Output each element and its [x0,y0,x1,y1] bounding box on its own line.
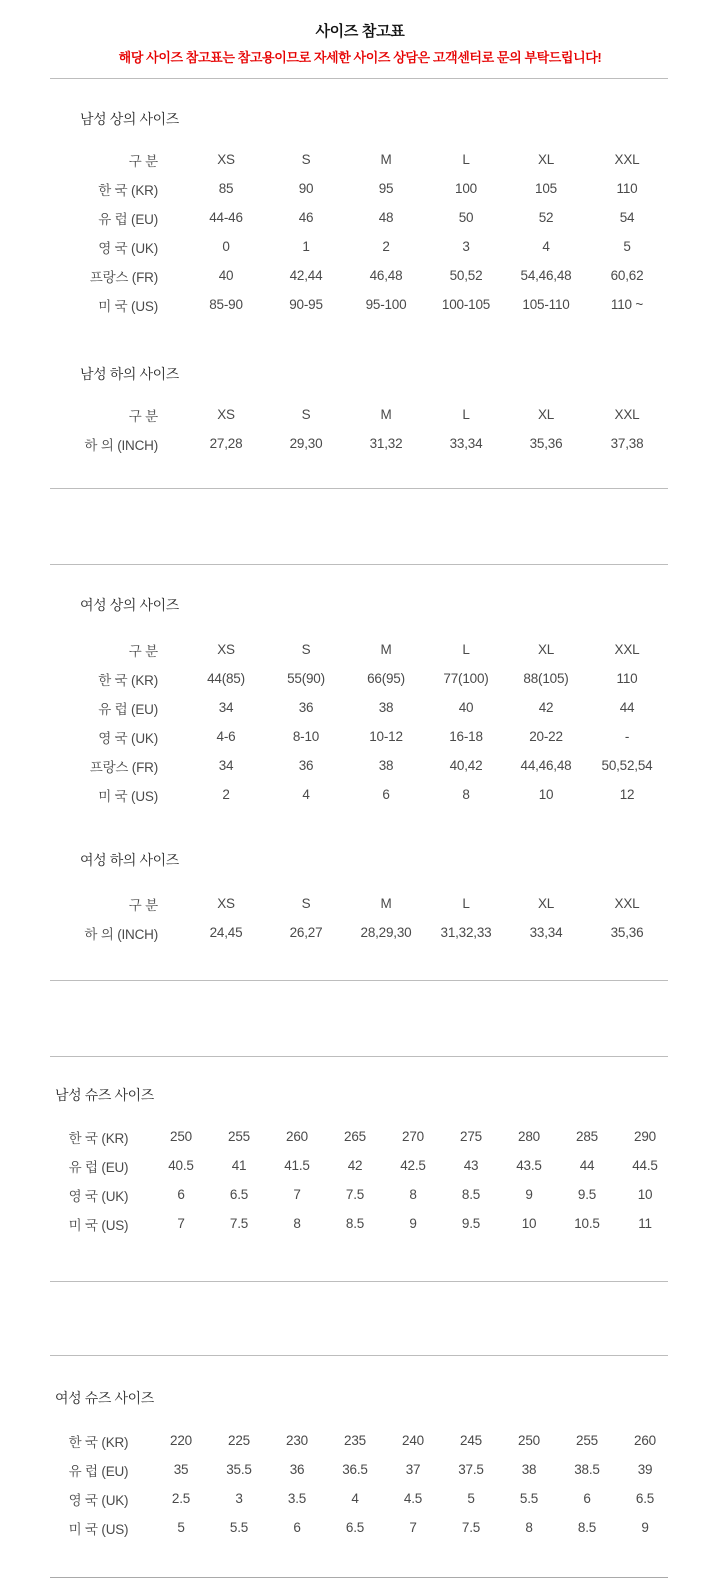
size-value: 4 [542,239,550,254]
size-value: 16-18 [449,729,483,744]
size-value: 255 [576,1433,598,1448]
size-value: 6 [177,1187,185,1202]
size-value: 100-105 [441,297,491,312]
size-value: 43.5 [516,1158,542,1173]
table-row [40,664,668,693]
size-value: 275 [460,1129,482,1144]
column-header: S [301,642,311,657]
size-value: 33,34 [529,925,563,940]
size-value: 40 [218,268,234,283]
size-value: 10 [538,787,554,802]
column-header: L [462,896,470,911]
row-label: 유 럽 (EU) [68,1159,129,1175]
section-heading-mens-bottoms: 남성 하의 사이즈 [80,366,179,382]
size-value: 12 [619,787,635,802]
size-value: 66(95) [367,671,405,686]
size-value: 8 [462,787,470,802]
size-value: 50,52,54 [601,758,653,773]
divider [50,1355,668,1356]
table-row [40,429,668,458]
size-value: 54,46,48 [520,268,572,283]
table-row [40,232,668,261]
table-row [45,1122,674,1151]
mens-tops-table [40,145,668,319]
size-value: 100 [455,181,477,196]
size-value: 26,27 [289,925,323,940]
size-value: 40 [458,700,474,715]
table-header-row [40,889,668,918]
size-value: 8.5 [345,1216,365,1231]
size-value: 28,29,30 [360,925,412,940]
column-header: S [301,407,311,422]
size-value: 35 [173,1462,189,1477]
size-value: - [624,729,630,744]
size-value: 90 [298,181,314,196]
table-row [45,1180,674,1209]
column-header: XL [537,152,555,167]
column-header: XXL [614,642,640,657]
size-value: 9.5 [577,1187,597,1202]
size-value: 110 [616,671,638,686]
size-value: 88(105) [523,671,569,686]
divider [50,78,668,79]
size-value: 4-6 [216,729,236,744]
row-label: 하 의 (INCH) [84,926,158,942]
womens-shoes-table [45,1426,674,1542]
table-header-row [40,400,668,429]
section-heading-mens-shoes: 남성 슈즈 사이즈 [55,1087,154,1103]
row-label: 유 럽 (EU) [98,701,158,717]
column-header: XS [217,896,235,911]
table-row [40,693,668,722]
table-row [45,1484,674,1513]
size-value: 36.5 [342,1462,368,1477]
size-value: 41.5 [284,1158,310,1173]
column-header: XL [537,896,555,911]
size-value: 7.5 [229,1216,249,1231]
section-heading-womens-shoes: 여성 슈즈 사이즈 [55,1390,154,1406]
size-value: 245 [460,1433,482,1448]
size-value: 10-12 [369,729,403,744]
row-label: 미 국 (US) [68,1217,129,1233]
size-value: 0 [222,239,230,254]
section-heading-womens-tops: 여성 상의 사이즈 [80,597,179,613]
table-row [45,1426,674,1455]
size-value: 35.5 [226,1462,252,1477]
row-label: 유 럽 (EU) [68,1463,129,1479]
mens-bottoms-table [40,400,668,458]
size-value: 9 [525,1187,533,1202]
womens-bottoms-table [40,889,668,947]
size-value: 8 [409,1187,417,1202]
size-value: 85 [218,181,234,196]
column-header-label: 구 분 [128,897,158,913]
row-label: 영 국 (UK) [98,240,158,256]
size-value: 225 [228,1433,250,1448]
size-value: 40,42 [449,758,483,773]
column-header: M [380,152,392,167]
size-value: 220 [170,1433,192,1448]
row-label: 한 국 (KR) [98,672,158,688]
size-value: 230 [286,1433,308,1448]
size-value: 3.5 [287,1491,307,1506]
size-value: 110 ~ [610,297,644,312]
size-value: 36 [298,758,314,773]
size-value: 10 [637,1187,653,1202]
size-value: 35,36 [610,925,644,940]
size-value: 8 [525,1520,533,1535]
row-label: 한 국 (KR) [98,182,158,198]
size-value: 3 [462,239,470,254]
size-value: 260 [634,1433,656,1448]
size-value: 2 [382,239,390,254]
size-value: 37 [405,1462,421,1477]
size-value: 8 [293,1216,301,1231]
size-value: 5.5 [519,1491,539,1506]
size-value: 5 [623,239,631,254]
size-value: 9 [409,1216,417,1231]
notice-text: 해당 사이즈 참고표는 참고용이므로 자세한 사이즈 상담은 고객센터로 문의 부탁드립니다! [118,50,602,65]
size-value: 265 [344,1129,366,1144]
size-value: 40.5 [168,1158,194,1173]
size-value: 7 [409,1520,417,1535]
size-value: 270 [402,1129,424,1144]
size-value: 105-110 [522,297,570,312]
column-header: M [380,896,392,911]
size-value: 37.5 [458,1462,484,1477]
column-header: XS [217,642,235,657]
size-value: 46,48 [369,268,403,283]
column-header: L [462,407,470,422]
size-value: 105 [535,181,557,196]
row-label: 미 국 (US) [98,298,158,314]
size-value: 36 [289,1462,305,1477]
table-row [45,1455,674,1484]
size-value: 5 [467,1491,475,1506]
table-row [40,751,668,780]
size-value: 20-22 [529,729,563,744]
size-value: 90-95 [289,297,323,312]
size-value: 31,32,33 [440,925,492,940]
size-value: 50 [458,210,474,225]
divider [50,1281,668,1282]
column-header: XXL [614,896,640,911]
size-value: 250 [518,1433,540,1448]
column-header-label: 구 분 [128,643,158,659]
size-value: 27,28 [209,436,243,451]
size-value: 48 [378,210,394,225]
row-label: 한 국 (KR) [68,1434,129,1450]
table-row [40,780,668,809]
size-value: 38 [521,1462,537,1477]
size-value: 6 [293,1520,301,1535]
row-label: 영 국 (UK) [68,1188,129,1204]
column-header: M [380,407,392,422]
row-label: 유 럽 (EU) [98,211,158,227]
size-value: 36 [298,700,314,715]
size-value: 44 [619,700,635,715]
size-value: 280 [518,1129,540,1144]
size-value: 34 [218,700,234,715]
size-value: 42 [538,700,554,715]
table-row [45,1513,674,1542]
womens-tops-table [40,635,668,809]
size-value: 60,62 [610,268,644,283]
size-value: 44-46 [209,210,243,225]
column-header: S [301,896,311,911]
size-value: 7 [177,1216,185,1231]
size-value: 38 [378,700,394,715]
size-value: 3 [235,1491,243,1506]
size-value: 39 [637,1462,653,1477]
size-value: 4 [351,1491,359,1506]
table-row [45,1209,674,1238]
row-label: 미 국 (US) [98,788,158,804]
column-header: L [462,642,470,657]
row-label: 미 국 (US) [68,1521,129,1537]
size-value: 42,44 [289,268,323,283]
size-value: 10.5 [574,1216,600,1231]
table-row [40,290,668,319]
size-value: 77(100) [443,671,489,686]
column-header: XXL [614,152,640,167]
column-header-label: 구 분 [128,153,158,169]
column-header: XXL [614,407,640,422]
size-value: 6 [382,787,390,802]
size-value: 7.5 [345,1187,365,1202]
row-label: 영 국 (UK) [68,1492,129,1508]
section-heading-womens-bottoms: 여성 하의 사이즈 [80,852,179,868]
size-value: 54 [619,210,635,225]
size-value: 260 [286,1129,308,1144]
size-value: 255 [228,1129,250,1144]
size-value: 42.5 [400,1158,426,1173]
column-header: XS [217,152,235,167]
size-value: 7 [293,1187,301,1202]
size-value: 2 [222,787,230,802]
table-row [40,174,668,203]
size-value: 85-90 [209,297,243,312]
row-label: 프랑스 (FR) [89,759,158,775]
divider [50,980,668,981]
column-header: XL [537,407,555,422]
size-value: 8-10 [292,729,320,744]
column-header: XS [217,407,235,422]
column-header: L [462,152,470,167]
table-header-row [40,635,668,664]
table-row [40,203,668,232]
table-row [40,918,668,947]
size-value: 46 [298,210,314,225]
size-value: 11 [638,1216,652,1231]
size-value: 8.5 [577,1520,597,1535]
size-value: 31,32 [369,436,403,451]
size-value: 1 [302,239,310,254]
size-value: 44.5 [632,1158,658,1173]
mens-shoes-table [45,1122,674,1238]
table-row [40,722,668,751]
size-value: 41 [231,1158,247,1173]
size-value: 38 [378,758,394,773]
size-value: 24,45 [209,925,243,940]
size-value: 44,46,48 [520,758,572,773]
row-label: 영 국 (UK) [98,730,158,746]
column-header: XL [537,642,555,657]
size-value: 10 [521,1216,537,1231]
column-header-label: 구 분 [128,408,158,424]
size-value: 4 [302,787,310,802]
size-value: 250 [170,1129,192,1144]
row-label: 한 국 (KR) [68,1130,129,1146]
page-title: 사이즈 참고표 [315,23,405,40]
size-value: 6.5 [229,1187,249,1202]
size-value: 9 [641,1520,649,1535]
size-value: 6 [583,1491,591,1506]
row-label: 프랑스 (FR) [89,269,158,285]
size-value: 5 [177,1520,185,1535]
table-header-row [40,145,668,174]
size-value: 8.5 [461,1187,481,1202]
row-label: 하 의 (INCH) [84,437,158,453]
size-value: 29,30 [289,436,323,451]
size-value: 95 [378,181,394,196]
table-row [45,1151,674,1180]
size-value: 35,36 [529,436,563,451]
column-header: S [301,152,311,167]
size-value: 240 [402,1433,424,1448]
size-value: 44 [579,1158,595,1173]
size-value: 38.5 [574,1462,600,1477]
size-value: 50,52 [449,268,483,283]
divider [50,564,668,565]
divider [50,1577,668,1578]
size-value: 44(85) [207,671,245,686]
size-value: 2.5 [171,1491,191,1506]
size-value: 42 [347,1158,363,1173]
size-value: 285 [576,1129,598,1144]
size-value: 7.5 [461,1520,481,1535]
size-value: 43 [463,1158,479,1173]
size-value: 6.5 [635,1491,655,1506]
size-value: 33,34 [449,436,483,451]
size-value: 110 [616,181,638,196]
size-value: 34 [218,758,234,773]
size-value: 4.5 [403,1491,423,1506]
size-value: 290 [634,1129,656,1144]
table-row [40,261,668,290]
size-value: 5.5 [229,1520,249,1535]
section-heading-mens-tops: 남성 상의 사이즈 [80,111,179,127]
size-value: 95-100 [365,297,407,312]
size-value: 52 [538,210,554,225]
size-value: 235 [344,1433,366,1448]
size-value: 55(90) [287,671,325,686]
column-header: M [380,642,392,657]
size-value: 6.5 [345,1520,365,1535]
size-value: 37,38 [610,436,644,451]
divider [50,1056,668,1057]
divider [50,488,668,489]
size-value: 9.5 [461,1216,481,1231]
